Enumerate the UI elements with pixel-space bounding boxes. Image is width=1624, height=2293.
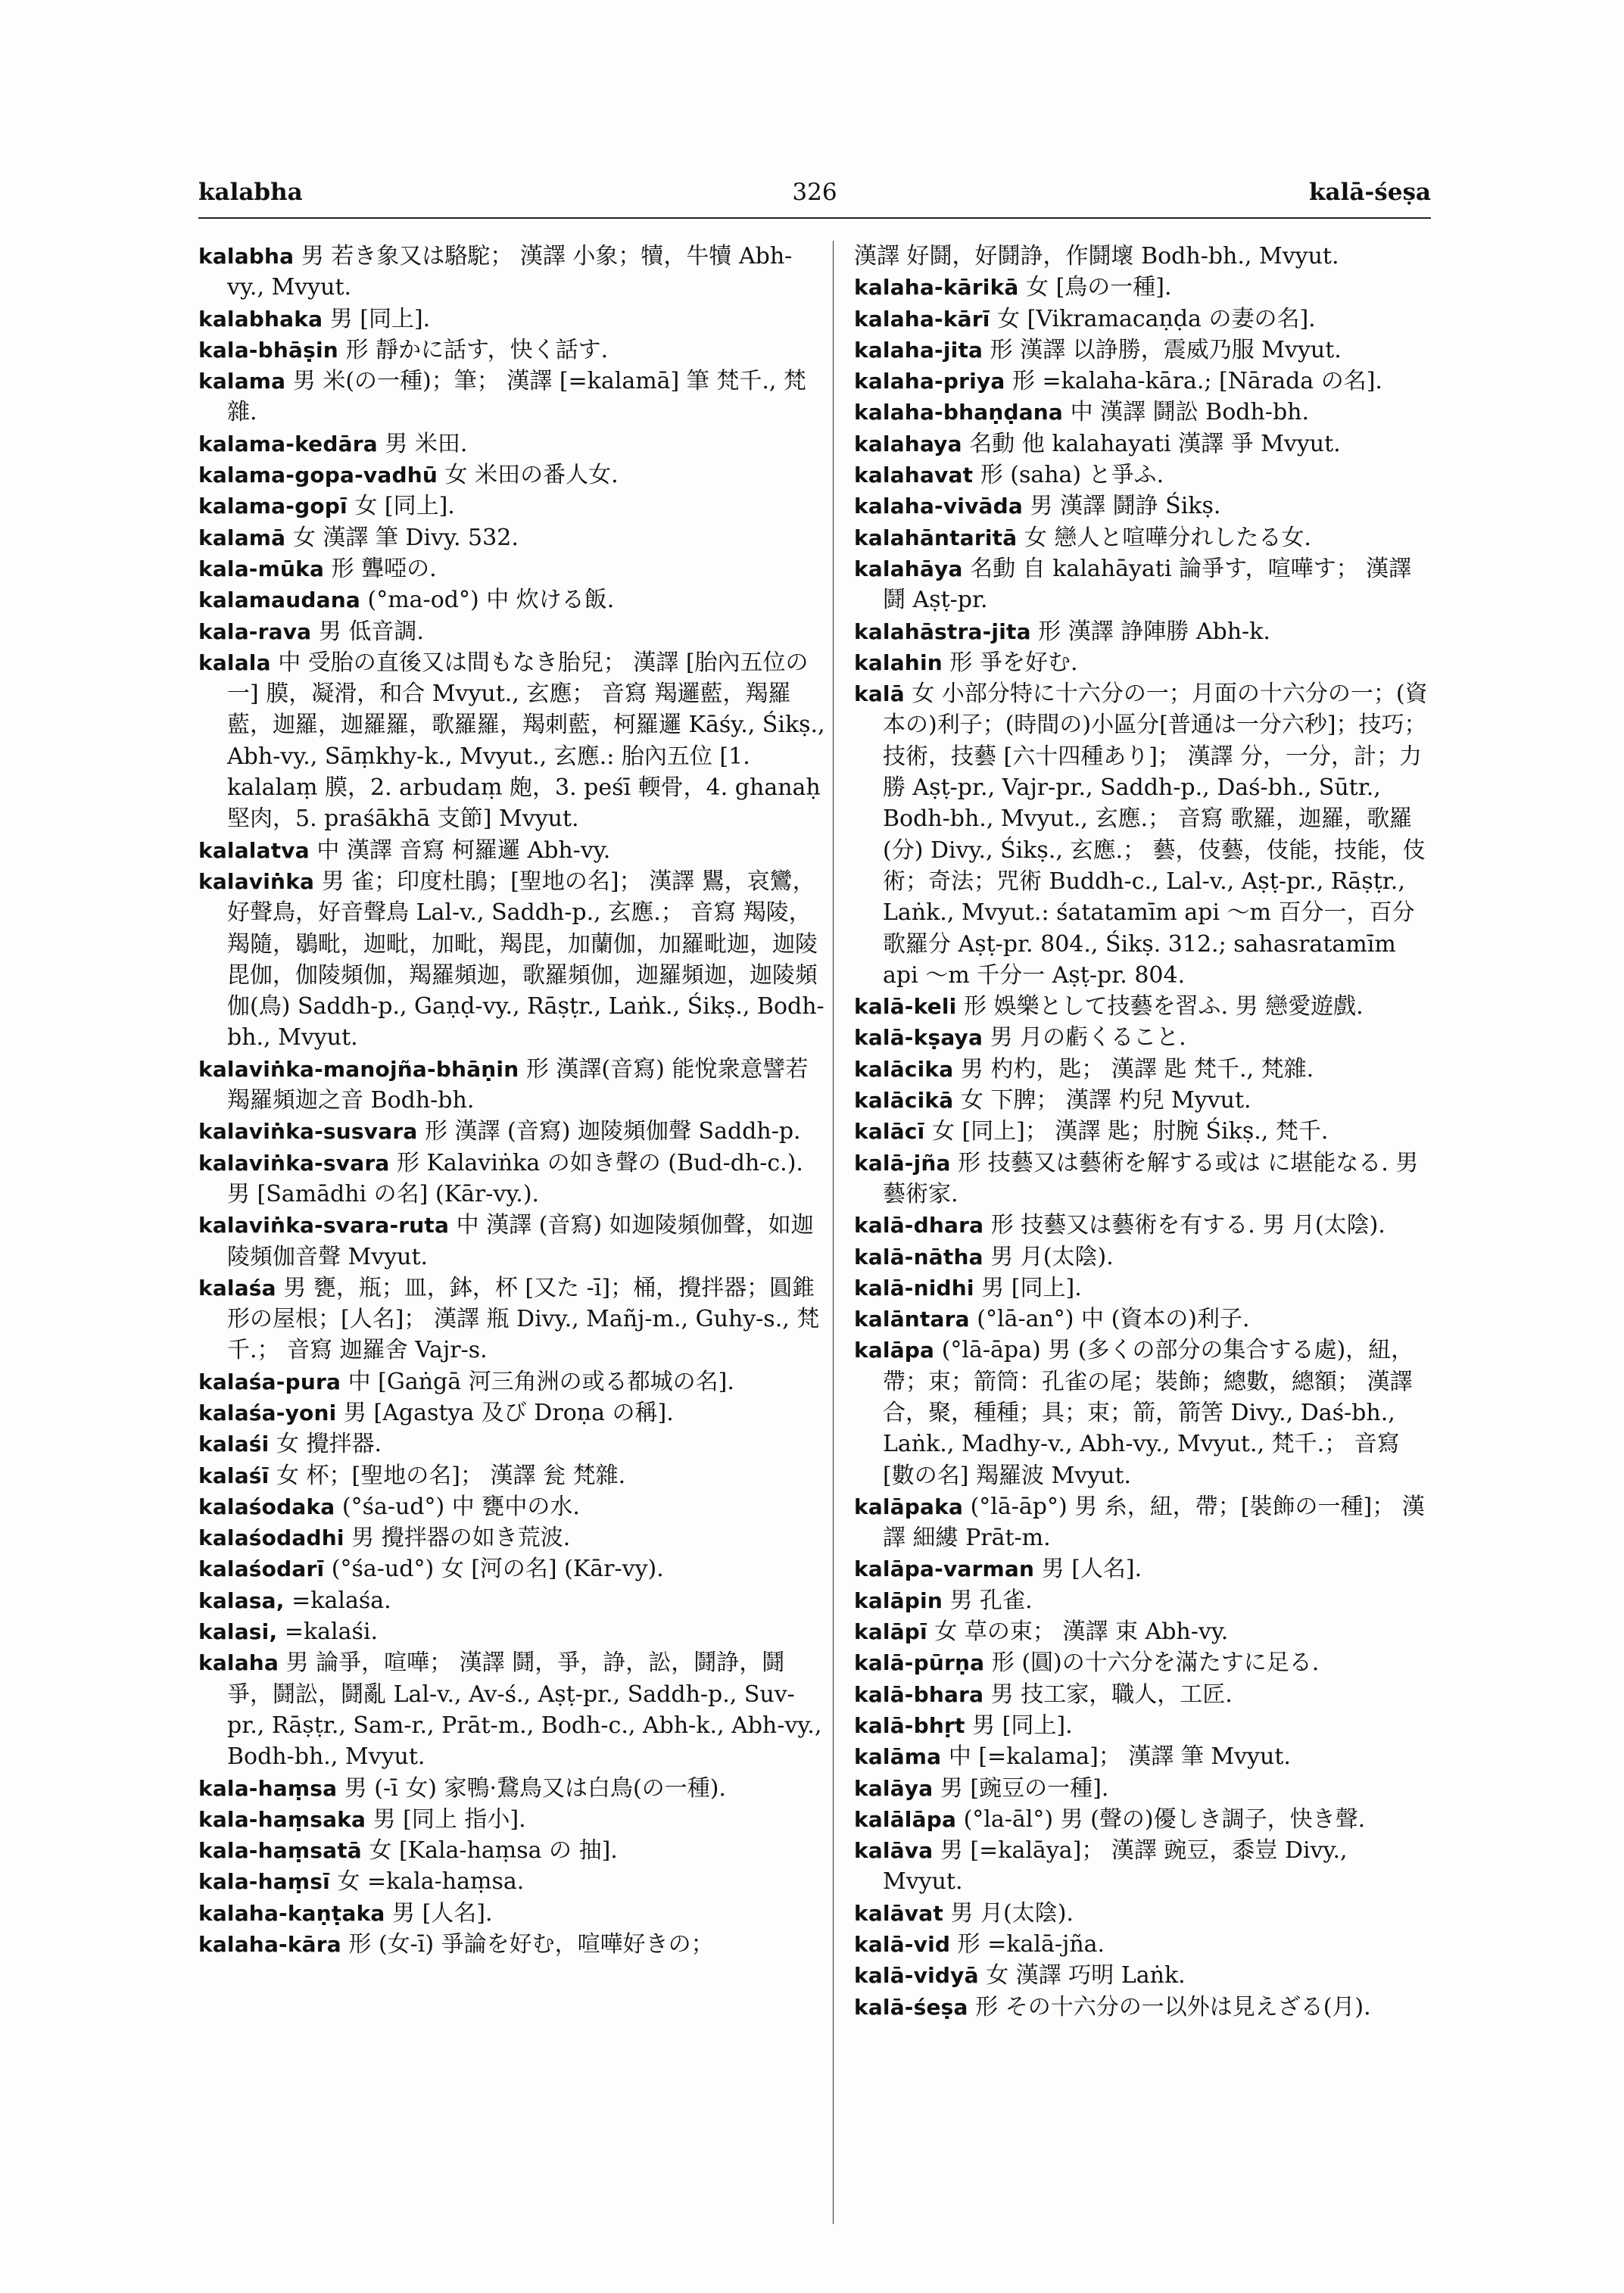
definition: (°lā-an°) 中 (資本の)利子. xyxy=(969,1306,1250,1333)
dictionary-entry xyxy=(854,522,1431,553)
headword: kalāntara xyxy=(854,1307,970,1332)
page-header xyxy=(198,179,1431,212)
headword: kala-haṃsī xyxy=(198,1869,330,1895)
headword: kala-haṃsaka xyxy=(198,1806,366,1832)
headword: kalahāya xyxy=(854,556,963,581)
definition: 女 戀人と喧嘩分れしたる女. xyxy=(1017,524,1311,551)
definition: 女 [同上]； 漢譯 匙；肘腕 Śikṣ., 梵千. xyxy=(924,1118,1329,1145)
definition: 男 月(太陰). xyxy=(943,1899,1074,1927)
definition: 男 [同上]. xyxy=(965,1712,1073,1739)
dictionary-entry xyxy=(854,1116,1431,1147)
headword: kala-rava xyxy=(198,618,312,644)
headword: kalama-gopa-vadhū xyxy=(198,463,438,488)
definition: 女 漢譯 巧明 Laṅk. xyxy=(978,1962,1186,1989)
headword: kalahāntaritā xyxy=(854,525,1018,550)
dictionary-entry xyxy=(854,1491,1431,1554)
headword: kala-haṃsa xyxy=(198,1775,338,1801)
definition: 形 靜かに話す，快く話す. xyxy=(338,336,609,363)
dictionary-entry xyxy=(198,1491,825,1522)
dictionary-entry xyxy=(198,1522,825,1553)
headword: kalaśī xyxy=(198,1463,270,1488)
dictionary-entry xyxy=(854,1898,1431,1929)
definition: (°la-āl°) 男 (聲の)優しき調子，快き聲. xyxy=(956,1805,1366,1833)
headword: kalasa, xyxy=(198,1587,285,1613)
headword: kala-haṃsatā xyxy=(198,1838,362,1864)
dictionary-entry xyxy=(198,835,825,866)
headword: kalama-kedāra xyxy=(198,431,378,456)
headword: kalamaudana xyxy=(198,587,360,613)
dictionary-entry xyxy=(198,1273,825,1366)
dictionary-entry xyxy=(198,1616,825,1647)
definition: 女 [Vikramacaṇḍa の妻の名]. xyxy=(990,305,1316,332)
headword: kalā-bhara xyxy=(854,1681,984,1707)
definition: 形 技藝又は藝術を有する. 男 月(太陰). xyxy=(983,1212,1386,1239)
dictionary-entry xyxy=(854,1335,1431,1491)
definition: 名動 他 kalahayati 漢譯 爭 Mvyut. xyxy=(962,430,1341,457)
headword: kalamā xyxy=(198,525,286,550)
definition: 女 [同上]. xyxy=(347,493,455,520)
definition: 形 Kalaviṅka の如き聲の (Bud-dh-c.). 男 [Samādhi の名] (Kār-vy.). xyxy=(227,1149,803,1207)
definition: (°ma-od°) 中 炊ける飯. xyxy=(360,587,615,614)
definition: 女 漢譯 筆 Divy. 532. xyxy=(285,524,519,551)
dictionary-entry xyxy=(854,1304,1431,1335)
dictionary-entry xyxy=(198,366,825,428)
definition: 男 漢譯 鬪諍 Śikṣ. xyxy=(1023,493,1221,520)
dictionary-entry xyxy=(854,428,1431,460)
dictionary-entry xyxy=(198,553,825,584)
headword: kalāpin xyxy=(854,1587,943,1613)
dictionary-entry xyxy=(854,1210,1431,1241)
dictionary-entry xyxy=(854,1647,1431,1678)
headword: kalasi, xyxy=(198,1619,278,1645)
dictionary-entry xyxy=(198,304,825,335)
headword: kalahaya xyxy=(854,431,962,456)
running-head-right: kalā-śeṣa xyxy=(1308,179,1431,206)
dictionary-entry xyxy=(854,397,1431,428)
headword: kalā-keli xyxy=(854,994,957,1020)
definition: =kalaśi. xyxy=(277,1618,379,1646)
headword: kalā-śeṣa xyxy=(854,1994,968,2020)
definition: 形 爭を好む. xyxy=(942,649,1078,676)
headword: kalaviṅka-svara-ruta xyxy=(198,1213,450,1238)
dictionary-entry xyxy=(854,1710,1431,1741)
definition: 形 漢譯 (音寫) 迦陵頻伽聲 Saddh-p. xyxy=(417,1118,801,1145)
headword: kalācikā xyxy=(854,1088,954,1114)
dictionary-entry xyxy=(198,584,825,615)
headword: kalā-pūrṇa xyxy=(854,1650,985,1676)
dictionary-entry xyxy=(854,491,1431,522)
headword: kalabha xyxy=(198,244,295,269)
definition: 形 (圓)の十六分を滿たすに足る. xyxy=(984,1650,1320,1677)
dictionary-entry xyxy=(198,1210,825,1273)
left-column xyxy=(198,241,825,1960)
headword: kalaśodarī xyxy=(198,1556,325,1582)
headword: kalaviṅka-manojña-bhāṇin xyxy=(198,1056,519,1082)
definition: 形 =kalā-jña. xyxy=(950,1931,1105,1958)
dictionary-entry xyxy=(854,616,1431,647)
headword: kalaviṅka xyxy=(198,868,315,894)
dictionary-entry xyxy=(198,1460,825,1491)
definition: (°lā-āpa) 男 (多くの部分の集合する處)，紐，帶；束；箭筒：孔雀の尾；裝飾；總數，總額； 漢譯 合，聚，種種；具；束；箭，箭筈 Divy., Daś-bh., Laṅk., Madhy-v., Abh-vy., Mvyut., 梵千.； 音寫 [數の名] 羯羅波 Mvyut. xyxy=(883,1337,1414,1489)
headword: kalama-gopī xyxy=(198,494,348,519)
definition: 男 [Agastya 及び Droṇa の稱]. xyxy=(336,1399,674,1426)
dictionary-entry xyxy=(854,1148,1431,1210)
dictionary-entry xyxy=(854,366,1431,397)
headword: kalā-vid xyxy=(854,1932,951,1958)
definition: 女 米田の番人女. xyxy=(438,462,619,489)
dictionary-entry xyxy=(198,1929,825,1960)
definition: 男 米(の一種)；筆； 漢譯 [=kalamā] 筆 梵千., 梵雜. xyxy=(227,368,806,426)
definition: 女 小部分特に十六分の一；月面の十六分の一；(資本の)利子；(時間の)小區分[普通は一分六秒]；技巧；技術，技藝 [六十四種あり]； 漢譯 分，一分，計；力勝 Aṣṭ-pr., Vajr-pr., Saddh-p., Daś-bh., Sūtr., Bodh-bh., Mvyut., 玄應.； 音寫 歌羅，迦羅，歌羅(分) Divy., Śikṣ., 玄應.； 藝，伎藝，伎能，技能，伎術；奇法；咒術 Buddh-c., Lal-v., Aṣṭ-pr., Rāṣṭr., Laṅk., Mvyut.: śatatamīm api ～m 百分一，百分歌羅分 Aṣṭ-pr. 804., Śikṣ. 312.; sahasratamīm api ～m 千分一 Aṣṭ-pr. 804. xyxy=(883,681,1428,989)
headword: kalā-kṣaya xyxy=(854,1025,983,1051)
headword: kalaha xyxy=(198,1650,279,1676)
definition: 中 漢譯 (音寫) 如迦陵頻伽聲，如迦陵頻伽音聲 Mvyut. xyxy=(227,1212,814,1270)
headword: kalaha-jita xyxy=(854,337,983,363)
dictionary-entry xyxy=(198,1647,825,1772)
definition: 中 漢譯 音寫 柯羅邏 Abh-vy. xyxy=(309,837,611,864)
dictionary-entry xyxy=(854,460,1431,491)
headword: kalahāstra-jita xyxy=(854,618,1031,644)
dictionary-entry xyxy=(198,335,825,366)
definition: 形 漢譯(音寫) 能悅衆意譬若羯羅頻迦之音 Bodh-bh. xyxy=(227,1055,809,1114)
definition: 男 低音調. xyxy=(311,618,424,645)
headword: kalahin xyxy=(854,650,943,675)
definition: 形 聾啞の. xyxy=(324,555,437,582)
headword: kalālāpa xyxy=(854,1806,957,1832)
definition: 男 杓杓，匙； 漢譯 匙 梵千., 梵雜. xyxy=(953,1055,1314,1083)
definition: 男 雀；印度杜鵑；[聖地の名]； 漢譯 鸎，哀鸞，好聲鳥，好音聲鳥 Lal-v., Saddh-p., 玄應.； 音寫 羯陵，羯隨，鶡毗，迦毗，加毗，羯毘，加蘭伽，加羅毗迦，迦陵毘伽，伽陵頻伽，羯羅頻迦，歌羅頻伽，迦羅頻迦，迦陵頻伽(鳥) Saddh-p., Gaṇḍ-vy., Rāṣṭr., Laṅk., Śikṣ., Bodh-bh., Mvyut. xyxy=(227,868,824,1051)
headword: kalaha-kaṇṭaka xyxy=(198,1900,385,1926)
definition: (°śa-ud°) 中 甕中の水. xyxy=(335,1493,580,1520)
definition: 女 =kala-haṃsa. xyxy=(329,1868,525,1896)
dictionary-entry xyxy=(198,1397,825,1428)
dictionary-entry xyxy=(854,335,1431,366)
headword: kala-mūka xyxy=(198,556,325,581)
dictionary-entry xyxy=(198,1866,825,1897)
headword: kalaviṅka-svara xyxy=(198,1150,390,1176)
dictionary-entry xyxy=(198,1366,825,1397)
definition: 男 月(太陰). xyxy=(983,1243,1114,1270)
dictionary-entry xyxy=(854,1773,1431,1804)
definition: 形 技藝又は藝術を解する或は に堪能なる. 男 藝術家. xyxy=(883,1149,1419,1207)
definition: 形 (saha) と爭ふ. xyxy=(973,462,1164,489)
dictionary-entry xyxy=(854,1679,1431,1710)
dictionary-entry xyxy=(854,241,1431,272)
column-divider xyxy=(833,241,834,2224)
definition: 女 攪拌器. xyxy=(269,1431,382,1458)
headword: kalāya xyxy=(854,1775,934,1801)
dictionary-entry xyxy=(198,1054,825,1117)
headword: kalāpaka xyxy=(854,1494,964,1519)
headword: kalabhaka xyxy=(198,306,323,332)
dictionary-entry xyxy=(198,866,825,1054)
dictionary-entry xyxy=(198,491,825,522)
headword: kalāpa-varman xyxy=(854,1556,1035,1582)
headword: kalama xyxy=(198,369,286,394)
dictionary-entry xyxy=(854,1242,1431,1273)
dictionary-entry xyxy=(198,241,825,304)
definition: 男 米田. xyxy=(377,430,468,457)
dictionary-entry xyxy=(198,1428,825,1460)
definition: 形 =kalaha-kāra.; [Nārada の名]. xyxy=(1005,368,1382,395)
headword: kalaśa-yoni xyxy=(198,1400,337,1425)
definition: 男 [人名]. xyxy=(385,1899,493,1927)
headword: kalaha-bhaṇḍana xyxy=(854,400,1064,425)
definition: 男 [人名]. xyxy=(1034,1556,1142,1583)
headword: kalācika xyxy=(854,1056,954,1082)
dictionary-entry xyxy=(854,991,1431,1022)
headword: kalaha-vivāda xyxy=(854,494,1023,519)
header-rule xyxy=(198,217,1431,219)
headword: kalahavat xyxy=(854,463,974,488)
dictionary-entry xyxy=(198,1773,825,1804)
headword: kalaha-priya xyxy=(854,369,1005,394)
definition: 漢譯 好鬪，好鬪諍，作鬪壞 Bodh-bh., Mvyut. xyxy=(854,243,1339,269)
definition: 形 (女-ī) 爭論を好む，喧嘩好きの； xyxy=(341,1931,714,1958)
dictionary-entry xyxy=(198,1835,825,1866)
dictionary-entry xyxy=(198,460,825,491)
dictionary-entry xyxy=(854,1741,1431,1772)
dictionary-entry xyxy=(854,1273,1431,1304)
definition: 男 攪拌器の如き荒波. xyxy=(344,1525,571,1552)
dictionary-entry xyxy=(854,1929,1431,1960)
headword: kalaśodadhi xyxy=(198,1525,344,1551)
running-head-left: kalabha xyxy=(198,179,303,206)
dictionary-entry xyxy=(854,304,1431,335)
dictionary-entry xyxy=(198,522,825,553)
definition: 女 [Kala-haṃsa の 抽]. xyxy=(361,1837,618,1865)
headword: kalāvat xyxy=(854,1900,943,1926)
headword: kalāva xyxy=(854,1838,934,1864)
headword: kalaśa-pura xyxy=(198,1369,341,1394)
right-column xyxy=(854,241,1431,2023)
headword: kalācī xyxy=(854,1119,925,1145)
dictionary-entry xyxy=(198,1116,825,1147)
dictionary-entry xyxy=(198,1148,825,1210)
definition: 男 (-ī 女) 家鴨·鵞鳥又は白鳥(の一種). xyxy=(337,1774,726,1802)
dictionary-entry xyxy=(854,647,1431,678)
definition: 男 孔雀. xyxy=(942,1587,1033,1614)
definition: 男 [=kalāya]； 漢譯 豌豆，黍豈 Divy., Mvyut. xyxy=(883,1837,1348,1896)
definition: 中 受胎の直後又は間もなき胎兒； 漢譯 [胎內五位の一] 膜，凝滑，和合 Mvyut., 玄應； 音寫 羯邏藍，羯羅藍，迦羅，迦羅羅，歌羅羅，羯刺藍，柯羅邏 Kāśy., Śikṣ., Abh-vy., Sāṃkhy-k., Mvyut., 玄應.: 胎內五位 [1. kalalaṃ 膜，2. arbudaṃ 皰，3. peśī 輭骨，4. ghanaḥ 堅肉，5. praśākhā 支節] Mvyut. xyxy=(227,649,825,833)
headword: kalala xyxy=(198,650,271,675)
headword: kalāpa xyxy=(854,1338,935,1363)
dictionary-entry xyxy=(198,1804,825,1835)
definition: (°lā-āp°) 男 糸，紐，帶；[裝飾の一種]； 漢譯 細縷 Prāt-m. xyxy=(883,1493,1425,1552)
definition: 女 草の束； 漢譯 束 Abh-vy. xyxy=(927,1618,1229,1646)
dictionary-entry xyxy=(198,616,825,647)
definition: 男 [同上 指小]. xyxy=(366,1805,526,1833)
dictionary-entry xyxy=(854,1804,1431,1835)
dictionary-entry xyxy=(198,1553,825,1584)
definition: =kalaśa. xyxy=(284,1587,391,1614)
definition: 中 [=kalama]； 漢譯 筆 Mvyut. xyxy=(941,1743,1291,1771)
headword: kalaśi xyxy=(198,1432,270,1457)
dictionary-entry xyxy=(198,647,825,835)
definition: 男 若き象又は駱駝； 漢譯 小象；犢，牛犢 Abh-vy., Mvyut. xyxy=(227,243,793,301)
dictionary-entry xyxy=(198,428,825,460)
definition: 形 その十六分の一以外は見えざる(月). xyxy=(968,1993,1371,2020)
headword: kalaviṅka-susvara xyxy=(198,1119,418,1145)
dictionary-entry xyxy=(854,1054,1431,1085)
dictionary-entry xyxy=(854,678,1431,991)
headword: kalaśa xyxy=(198,1275,276,1301)
definition: 形 漢譯 以諍勝，震威乃服 Mvyut. xyxy=(983,336,1342,363)
definition: 女 [鳥の一種]. xyxy=(1018,274,1172,301)
definition: 女 杯；[聖地の名]； 漢譯 瓮 梵雜. xyxy=(269,1462,626,1489)
definition: (°śa-ud°) 女 [河の名] (Kār-vy). xyxy=(324,1556,664,1583)
headword: kalā-dhara xyxy=(854,1213,984,1238)
definition: 形 娛樂として技藝を習ふ. 男 戀愛遊戲. xyxy=(956,993,1364,1020)
definition: 男 技工家，職人，工匠. xyxy=(983,1681,1233,1708)
dictionary-entry xyxy=(854,1022,1431,1053)
definition: 形 漢譯 諍陣勝 Abh-k. xyxy=(1030,618,1270,645)
dictionary-entry xyxy=(854,1960,1431,1991)
definition: 女 下脾； 漢譯 杓兒 Myvut. xyxy=(953,1087,1252,1114)
dictionary-entry xyxy=(854,1553,1431,1584)
headword: kalāma xyxy=(854,1744,942,1770)
dictionary-entry xyxy=(854,1835,1431,1898)
dictionary-entry xyxy=(854,1085,1431,1116)
dictionary-entry xyxy=(854,1585,1431,1616)
definition: 男 甕，瓶；皿，鉢，杯 [又た -ī]；桶，攪拌器；圓錐形の屋根；[人名]； 漢譯 瓶 Divy., Mañj-m., Guhy-s., 梵千.； 音寫 迦羅舍 Vajr-s. xyxy=(227,1274,820,1364)
dictionary-entry xyxy=(854,1992,1431,2023)
headword: kalaha-kāra xyxy=(198,1932,341,1958)
definition: 中 漢譯 鬪訟 Bodh-bh. xyxy=(1063,399,1310,426)
headword: kalaha-kārikā xyxy=(854,275,1019,301)
headword: kalā-jña xyxy=(854,1150,951,1176)
headword: kalā-nidhi xyxy=(854,1275,974,1301)
dictionary-entry xyxy=(854,553,1431,616)
definition: 男 [豌豆の一種]. xyxy=(933,1774,1109,1802)
definition: 男 [同上]. xyxy=(974,1274,1082,1301)
headword: kalaśodaka xyxy=(198,1494,335,1519)
page-number: 326 xyxy=(792,179,837,206)
headword: kalalatva xyxy=(198,837,310,863)
headword: kalā-vidyā xyxy=(854,1963,979,1989)
headword: kalaha-kārī xyxy=(854,306,990,332)
definition: 中 [Gaṅgā 河三角洲の或る都城の名]. xyxy=(341,1368,734,1395)
headword: kalāpī xyxy=(854,1619,927,1645)
dictionary-entry xyxy=(854,1616,1431,1647)
headword: kalā-nātha xyxy=(854,1244,983,1270)
definition: 男 月の虧くること. xyxy=(983,1024,1186,1051)
headword: kala-bhāṣin xyxy=(198,337,338,363)
dictionary-entry xyxy=(198,1585,825,1616)
headword: kalā-bhṛt xyxy=(854,1712,965,1738)
headword: kalā xyxy=(854,681,905,707)
definition: 男 [同上]. xyxy=(323,305,431,332)
dictionary-entry xyxy=(854,272,1431,303)
definition: 男 論爭，喧嘩； 漢譯 鬪，爭，諍，訟，鬪諍，鬪爭，鬪訟，鬪亂 Lal-v., Av-ś., Aṣṭ-pr., Saddh-p., Suv-pr., Rāṣṭr., Sam-r., Prāt-m., Bodh-c., Abh-k., Abh-vy., Bodh-bh., Mvyut. xyxy=(227,1650,822,1771)
definition: 名動 自 kalahāyati 論爭す，喧嘩す； 漢譯 鬪 Aṣṭ-pr. xyxy=(883,555,1412,614)
dictionary-entry xyxy=(198,1898,825,1929)
